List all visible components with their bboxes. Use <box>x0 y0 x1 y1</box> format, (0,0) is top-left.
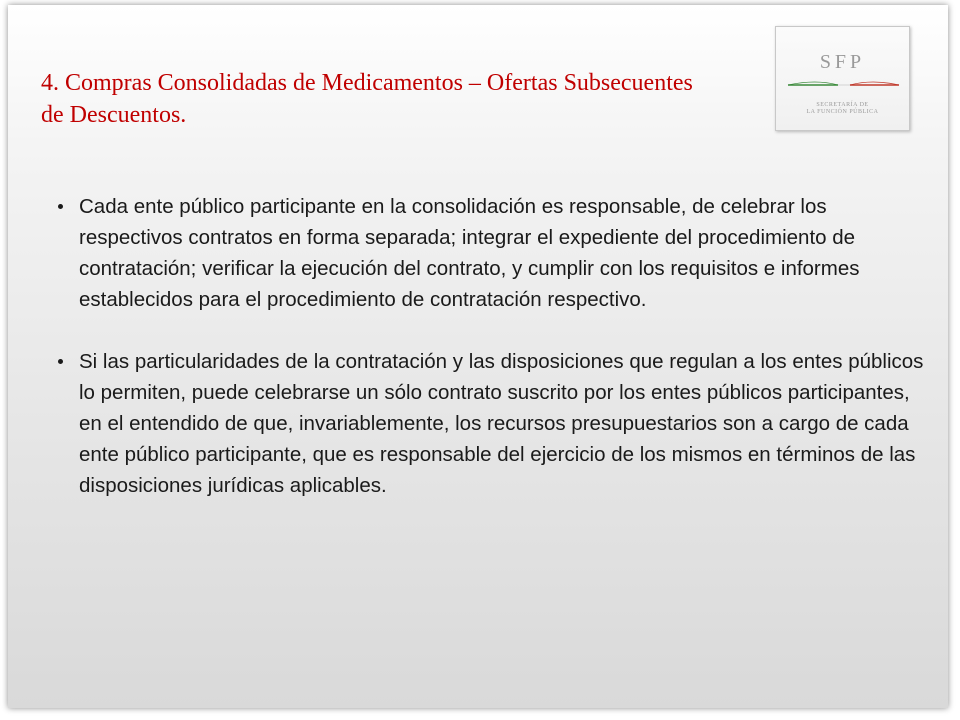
logo-subtitle-line1: SECRETARÍA DE <box>816 102 869 108</box>
bullet-list <box>58 191 928 501</box>
bullet-dot-icon <box>58 204 63 209</box>
bullet-text: Si las particularidades de la contratación y las disposiciones que regulan a los entes públicos lo permiten, puede celebrarse un sólo contrato suscrito por los entes públicos participantes, en el entendido de que, invariablemente, los recursos presupuestarios son a cargo de cada ente público participante, que es responsable del ejercicio de los mismos en términos de las disposiciones jurídicas aplicables. <box>79 350 924 497</box>
logo-subtitle-line2: LA FUNCIÓN PÚBLICA <box>806 109 879 115</box>
bullet-text: Cada ente público participante en la consolidación es responsable, de celebrar los respectivos contratos en forma separada; integrar el expediente del procedimiento de contratación; verificar la ejecución del contrato, y cumplir con los requisitos e informes establecidos para el procedimiento de contratación respectivo. <box>79 195 860 311</box>
bullet-item <box>58 191 928 315</box>
slide-title: 4. Compras Consolidadas de Medicamentos – Ofertas Subsecuentes de Descuentos. <box>41 70 693 128</box>
bullet-item <box>58 346 928 501</box>
logo-stripes <box>776 27 911 132</box>
sfp-logo <box>775 26 910 131</box>
slide <box>8 5 948 708</box>
logo-acronym: SFP <box>819 51 866 73</box>
bullet-dot-icon <box>58 359 63 364</box>
